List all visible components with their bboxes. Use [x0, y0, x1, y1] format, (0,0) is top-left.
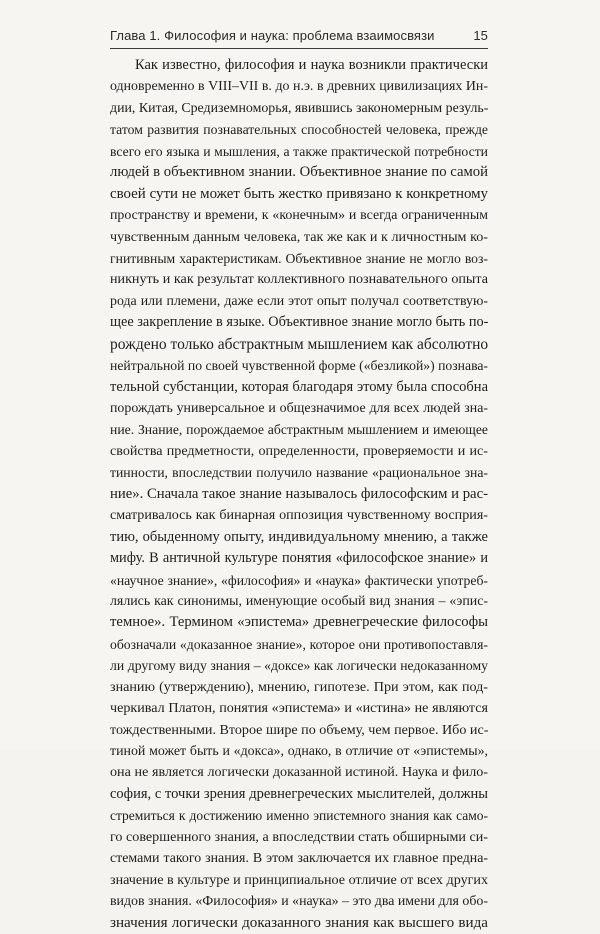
page-number: 15	[473, 28, 488, 43]
text-line: стремиться к достижению именно эпистемного знания как само-	[110, 808, 488, 824]
text-line: ние. Знание, порождаемое абстрактным мышлением и имеющее	[110, 422, 488, 438]
body-text	[110, 55, 488, 934]
text-line: тию, обыденному опыту, индивидуальному мнению, а также	[110, 528, 488, 545]
text-line: мифу. В античной культуре понятия «философское знание» и	[110, 550, 488, 567]
text-line: тождественными. Второе шире по объему, чем первое. Ибо ис-	[110, 721, 488, 738]
text-line: людей в объективном знании. Объективное знание по самой	[110, 164, 488, 181]
text-line: своей сути не может быть жестко привязано к конкретному	[110, 185, 488, 202]
text-line: тельной субстанции, которая благодаря этому была способна	[110, 378, 488, 395]
text-line: никнуть и как результат коллективного познавательного опыта	[110, 271, 488, 288]
text-line: черкивал Платон, понятия «эпистема» и «истина» не являются	[110, 700, 488, 717]
text-line: лялись как синонимы, именующие особый вид знания – «эпис-	[110, 593, 488, 609]
text-line: дии, Китая, Средиземноморья, явившись закономерным резуль-	[110, 100, 488, 116]
text-line: тинности, впоследствии получило название «рациональное зна-	[110, 465, 488, 481]
chapter-title: Глава 1. Философия и наука: проблема взаимосвязи	[110, 28, 435, 43]
text-line: го совершенного знания, а впоследствии стать обширными си-	[110, 828, 488, 845]
text-line: нейтральной по своей чувственной форме («безликой») познава-	[110, 358, 488, 374]
text-line: щее закрепление в языке. Объективное знание могло быть по-	[110, 314, 488, 331]
text-line: свойства предметности, определенности, проверяемости и ис-	[110, 442, 488, 459]
text-line: татом развития познавательных способностей человека, прежде	[110, 122, 488, 138]
text-line: стемами такого знания. В этом заключается их главное предна-	[110, 851, 488, 867]
text-line: рода или племени, даже если этот опыт получал соответствую-	[110, 293, 488, 309]
text-line: чувственным данным человека, так же как и к личностным ко-	[110, 228, 488, 245]
header-rule	[110, 48, 488, 49]
text-line: порождать универсальное и общезначимое для всех людей зна-	[110, 401, 488, 416]
text-line: софия, с точки зрения древнегреческих мыслителей, должны	[110, 785, 488, 802]
text-line: ние». Сначала такое знание называлось философским и рас-	[110, 485, 488, 502]
text-line: гнитивным характеристикам. Объективное знание не могло воз-	[110, 250, 488, 266]
text-line: одновременно в VIII–VII в. до н.э. в древних цивилизациях Ин-	[110, 79, 488, 95]
text-line: видов знания. «Философия» и «наука» – это два имени для обо-	[110, 894, 488, 910]
text-line: значение в культуре и принципиальное отличие от всех других	[110, 871, 488, 888]
text-line: темное». Термином «эпистема» древнегреческие философы	[110, 614, 488, 631]
text-line: знанию (утверждению), мнению, гипотезе. При этом, как под-	[110, 678, 488, 695]
text-line: сматривалось как бинарная оппозиция чувственному восприя-	[110, 507, 488, 524]
text-line: «научное знание», «философия» и «наука» фактически употреб-	[110, 572, 488, 588]
text-line: она не является логически доказанной истиной. Наука и фило-	[110, 764, 488, 781]
text-line: пространству и времени, к «конечным» и всегда ограниченным	[110, 208, 488, 224]
text-line: обозначали «доказанное знание», которое они противопоставля-	[110, 636, 488, 652]
text-line: тиной может быть и «докса», однако, в отличие от «эпистемы»,	[110, 744, 488, 759]
text-line: значения логически доказанного знания как высшего вида	[110, 914, 488, 931]
text-line: всего его языка и мышления, а также практической потребности	[110, 143, 488, 159]
text-line: Как известно, философия и наука возникли практически	[135, 57, 488, 73]
text-line: ли другому виду знания – «доксе» как логически недоказанному	[110, 658, 488, 674]
text-line: рождено только абстрактным мышлением как абсолютно	[110, 335, 488, 353]
running-head	[110, 28, 488, 48]
